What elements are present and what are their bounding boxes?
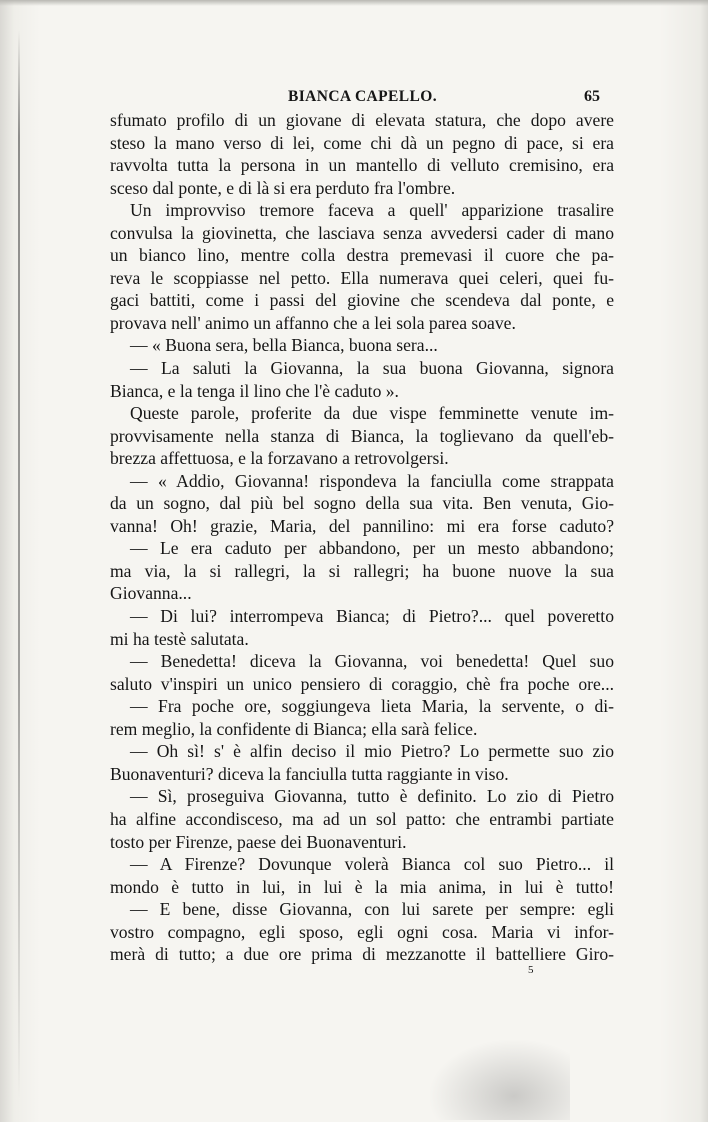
paper-stain [430,1040,570,1120]
text-line: — Sì, proseguiva Giovanna, tutto è definito. Lo zio di Pietro [130,786,614,807]
text-line: ma via, la si rallegri, la si rallegri; ha buone nuove la sua [110,560,614,581]
text-line: ha alfine accondisceso, ma ad un sol patto: che entrambi partiate [110,808,614,829]
text-line: — Oh sì! s' è alfin deciso il mio Pietro? Lo permette suo zio [130,741,614,762]
text-line: — Di lui? interrompeva Bianca; di Pietro?... quel poveretto [130,606,614,627]
binding-edge [18,30,20,1100]
text-line: — A Firenze? Dovunque volerà Bianca col suo Pietro... il [130,854,614,875]
text-line: — Fra poche ore, soggiungeva lieta Maria, la servente, o di- [130,696,614,717]
text-line: tosto per Firenze, paese dei Buonaventuri. [110,831,407,852]
text-line: sfumato profilo di un giovane di elevata statura, che dopo avere [110,110,614,130]
text-line: reva le scoppiasse nel petto. Ella numerava quei celeri, quei fu- [110,267,614,288]
running-head [110,88,600,110]
text-line: da un sogno, dal più bel sogno della sua vita. Ben venuta, Gio- [110,493,614,514]
text-line: — Le era caduto per abbandono, per un mesto abbandono; [130,538,614,559]
text-line: ravvolta tutta la persona in un mantello di velluto cremisino, era [110,155,614,176]
text-line: merà di tutto; a due ore prima di mezzanotte il battelliere Giro- [110,944,614,965]
text-line: — Benedetta! diceva la Giovanna, voi benedetta! Quel suo [130,651,614,672]
text-line: provava nell' animo un affanno che a lei sola parea soave. [110,312,516,333]
text-line: un bianco lino, mentre colla destra premevasi il cuore che pa- [110,245,614,266]
text-line: Bianca, e la tenga il lino che l'è caduto ». [110,380,399,401]
text-line: vostro compagno, egli sposo, egli ogni cosa. Maria vi infor- [110,921,614,942]
text-line: mondo è tutto in lui, in lui è la mia anima, in lui è tutto! [110,876,614,897]
text-line: brezza affettuosa, e la forzavano a retrovolgersi. [110,448,449,469]
signature-mark: 5 [528,964,534,976]
text-line: — « Buona sera, bella Bianca, buona sera... [130,335,438,356]
running-title: BIANCA CAPELLO. [288,88,437,105]
body-text [110,109,614,966]
text-line: mi ha testè salutata. [110,628,249,649]
text-line: vanna! Oh! grazie, Maria, del pannilino: mi era forse caduto? [110,515,614,536]
text-line: Giovanna... [110,583,192,604]
text-line: rem meglio, la confidente di Bianca; ella sarà felice. [110,718,478,739]
page-number: 65 [584,88,600,105]
text-line: steso la mano verso di lei, come chi dà un pegno di pace, si era [110,132,614,153]
text-line: gaci battiti, come i passi del giovine che scendeva dal ponte, e [110,290,614,311]
text-line: Buonaventuri? diceva la fanciulla tutta raggiante in viso. [110,763,509,784]
text-line: provvisamente nella stanza di Bianca, la toglievano da quell'eb- [110,425,614,446]
text-line: Un improvviso tremore faceva a quell' apparizione trasalire [130,200,614,221]
page-top-edge [0,0,708,6]
text-line: — « Addio, Giovanna! rispondeva la fanciulla come strappata [130,470,614,491]
text-line: convulsa la giovinetta, che lasciava senza avvedersi cader di mano [110,222,614,243]
text-line: Queste parole, proferite da due vispe femminette venute im- [130,403,614,424]
text-line: — E bene, disse Giovanna, con lui sarete per sempre: egli [130,899,614,920]
text-line: — La saluti la Giovanna, la sua buona Giovanna, signora [130,358,614,379]
text-line: sceso dal ponte, e di là si era perduto fra l'ombre. [110,177,456,198]
text-line: saluto v'inspiri un unico pensiero di coraggio, chè fra poche ore... [110,673,614,694]
